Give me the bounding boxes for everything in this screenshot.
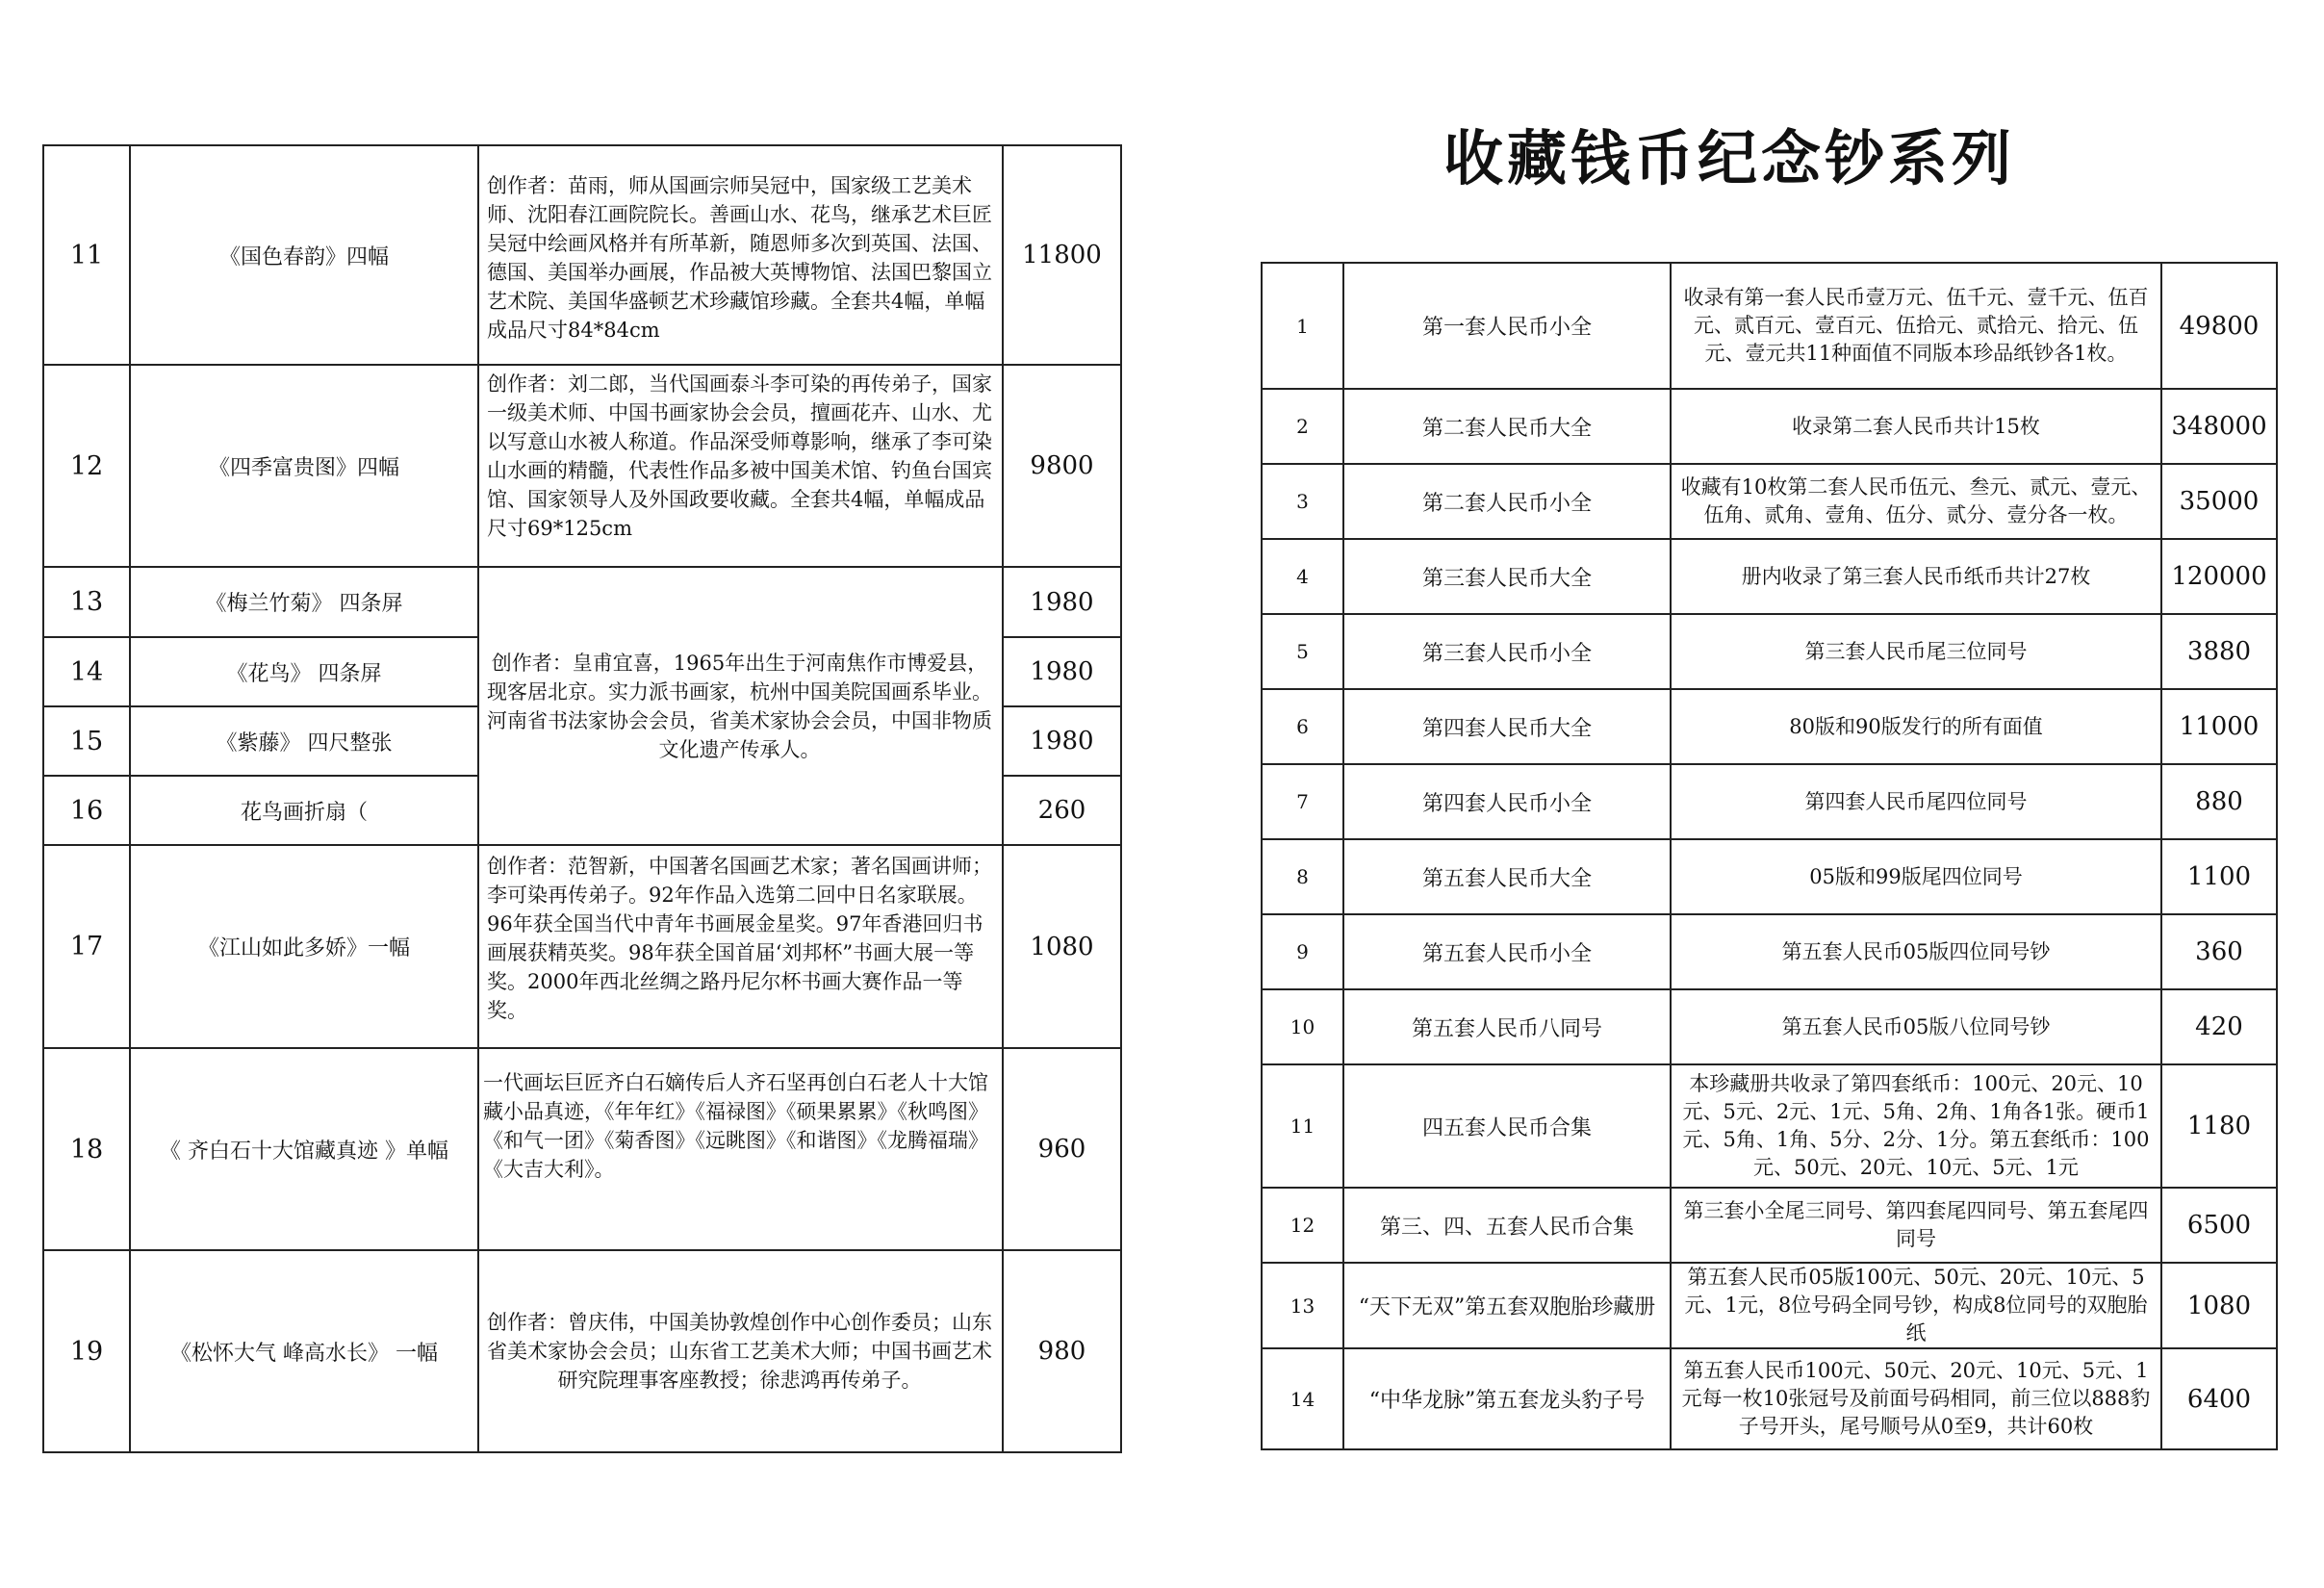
item-description: 本珍藏册共收录了第四套纸币：100元、20元、10元、5元、2元、1元、5角、2角、1角各1张。硬币1元、5角、1角、5分、2分、1分。第五套纸币：100元、50元、20元、10元、5元、1元	[1671, 1064, 2161, 1188]
table-row	[43, 145, 1121, 365]
row-number: 14	[1262, 1348, 1343, 1449]
table-row	[1262, 464, 2277, 539]
table-row	[1262, 689, 2277, 764]
item-description: 80版和90版发行的所有面值	[1671, 689, 2161, 764]
table-row	[1262, 989, 2277, 1064]
row-number: 1	[1262, 263, 1343, 389]
artwork-title: 花鸟画折扇（	[130, 776, 478, 845]
artwork-title: 《松怀大气 峰高水长》 一幅	[130, 1250, 478, 1452]
row-number: 2	[1262, 389, 1343, 464]
artwork-title: 《四季富贵图》四幅	[130, 365, 478, 567]
row-number: 15	[43, 706, 130, 776]
artwork-title: 《国色春韵》四幅	[130, 145, 478, 365]
artwork-price: 260	[1003, 776, 1121, 845]
item-price: 3880	[2161, 614, 2277, 689]
table-row	[1262, 1348, 2277, 1449]
artwork-price: 11800	[1003, 145, 1121, 365]
artwork-price: 960	[1003, 1048, 1121, 1250]
artwork-title: 《 齐白石十大馆藏真迹 》单幅	[130, 1048, 478, 1250]
artwork-price: 1080	[1003, 845, 1121, 1048]
table-row	[43, 1048, 1121, 1250]
item-price: 1080	[2161, 1263, 2277, 1348]
artwork-price: 9800	[1003, 365, 1121, 567]
item-description: 收录有第一套人民币壹万元、伍千元、壹千元、伍百元、贰百元、壹百元、伍拾元、贰拾元、拾元、伍元、壹元共11种面值不同版本珍品纸钞各1枚。	[1671, 263, 2161, 389]
row-number: 3	[1262, 464, 1343, 539]
row-number: 7	[1262, 764, 1343, 839]
artwork-description: 创作者：刘二郎，当代国画泰斗李可染的再传弟子，国家一级美术师、中国书画家协会会员，擅画花卉、山水、尤以写意山水被人称道。作品深受师尊影响，继承了李可染山水画的精髓，代表性作品多被中国美术馆、钓鱼台国宾馆、国家领导人及外国政要收藏。全套共4幅，单幅成品尺寸69*125cm	[478, 365, 1003, 567]
item-name: 第五套人民币小全	[1343, 914, 1671, 989]
artwork-title: 《紫藤》 四尺整张	[130, 706, 478, 776]
currency-collection-table	[1261, 262, 2278, 1450]
artwork-title: 《江山如此多娇》一幅	[130, 845, 478, 1048]
item-price: 35000	[2161, 464, 2277, 539]
item-price: 1100	[2161, 839, 2277, 914]
table-row	[43, 365, 1121, 567]
item-description: 第五套人民币100元、50元、20元、10元、5元、1元每一枚10张冠号及前面号码相同，前三位以888豹子号开头，尾号顺号从0至9，共计60枚	[1671, 1348, 2161, 1449]
item-name: 第一套人民币小全	[1343, 263, 1671, 389]
item-name: 第四套人民币大全	[1343, 689, 1671, 764]
table-row	[1262, 389, 2277, 464]
item-price: 360	[2161, 914, 2277, 989]
row-number: 6	[1262, 689, 1343, 764]
artwork-title: 《梅兰竹菊》 四条屏	[130, 567, 478, 637]
item-price: 11000	[2161, 689, 2277, 764]
table-row	[43, 567, 1121, 637]
item-price: 420	[2161, 989, 2277, 1064]
item-price: 6500	[2161, 1188, 2277, 1263]
artwork-description: 创作者：范智新，中国著名国画艺术家；著名国画讲师；李可染再传弟子。92年作品入选第二回中日名家联展。96年获全国当代中青年书画展金星奖。97年香港回归书画展获精英奖。98年获全国首届‘刘邦杯”书画大展一等奖。2000年西北丝绸之路丹尼尔杯书画大赛作品一等奖。	[478, 845, 1003, 1048]
item-description: 收藏有10枚第二套人民币伍元、叁元、贰元、壹元、伍角、贰角、壹角、伍分、贰分、壹分各一枚。	[1671, 464, 2161, 539]
item-price: 348000	[2161, 389, 2277, 464]
item-description: 05版和99版尾四位同号	[1671, 839, 2161, 914]
row-number: 11	[43, 145, 130, 365]
row-number: 9	[1262, 914, 1343, 989]
row-number: 8	[1262, 839, 1343, 914]
row-number: 16	[43, 776, 130, 845]
artwork-price: 1980	[1003, 567, 1121, 637]
artwork-description: 创作者：苗雨，师从国画宗师吴冠中，国家级工艺美术师、沈阳春江画院院长。善画山水、花鸟，继承艺术巨匠吴冠中绘画风格并有所革新，随恩师多次到英国、法国、德国、美国举办画展，作品被大英博物馆、法国巴黎国立艺术院、美国华盛顿艺术珍藏馆珍藏。全套共4幅，单幅成品尺寸84*84cm	[478, 145, 1003, 365]
item-description: 收录第二套人民币共计15枚	[1671, 389, 2161, 464]
item-price: 6400	[2161, 1348, 2277, 1449]
item-name: 第三套人民币大全	[1343, 539, 1671, 614]
row-number: 5	[1262, 614, 1343, 689]
item-description: 第三套小全尾三同号、第四套尾四同号、第五套尾四同号	[1671, 1188, 2161, 1263]
item-name: 四五套人民币合集	[1343, 1064, 1671, 1188]
item-description: 第五套人民币05版四位同号钞	[1671, 914, 2161, 989]
table-row	[1262, 539, 2277, 614]
row-number: 12	[1262, 1188, 1343, 1263]
item-name: 第三、四、五套人民币合集	[1343, 1188, 1671, 1263]
item-description: 第五套人民币05版100元、50元、20元、10元、5元、1元，8位号码全同号钞，构成8位同号的双胞胎纸	[1671, 1263, 2161, 1348]
artwork-price: 1980	[1003, 637, 1121, 706]
item-description: 第五套人民币05版八位同号钞	[1671, 989, 2161, 1064]
item-price: 1180	[2161, 1064, 2277, 1188]
table-row	[1262, 839, 2277, 914]
table-row	[1262, 764, 2277, 839]
table-row	[1262, 1188, 2277, 1263]
item-price: 120000	[2161, 539, 2277, 614]
item-description: 第三套人民币尾三位同号	[1671, 614, 2161, 689]
item-name: 第五套人民币八同号	[1343, 989, 1671, 1064]
artwork-price: 980	[1003, 1250, 1121, 1452]
artwork-price: 1980	[1003, 706, 1121, 776]
item-name: 第五套人民币大全	[1343, 839, 1671, 914]
row-number: 4	[1262, 539, 1343, 614]
table-row	[43, 1250, 1121, 1452]
row-number: 19	[43, 1250, 130, 1452]
row-number: 13	[1262, 1263, 1343, 1348]
row-number: 13	[43, 567, 130, 637]
row-number: 12	[43, 365, 130, 567]
table-row	[1262, 1064, 2277, 1188]
artwork-description: 一代画坛巨匠齐白石嫡传后人齐石坚再创白石老人十大馆藏小品真迹，《年年红》《福禄图》《硕果累累》《秋鸣图》《和气一团》《菊香图》《远眺图》《和谐图》《龙腾福瑞》《大吉大利》。	[478, 1048, 1003, 1250]
table-row	[1262, 614, 2277, 689]
table-row	[1262, 1263, 2277, 1348]
item-name: “中华龙脉”第五套龙头豹子号	[1343, 1348, 1671, 1449]
table-row	[43, 845, 1121, 1048]
item-price: 49800	[2161, 263, 2277, 389]
item-description: 册内收录了第三套人民币纸币共计27枚	[1671, 539, 2161, 614]
item-price: 880	[2161, 764, 2277, 839]
row-number: 18	[43, 1048, 130, 1250]
item-name: 第四套人民币小全	[1343, 764, 1671, 839]
row-number: 11	[1262, 1064, 1343, 1188]
row-number: 17	[43, 845, 130, 1048]
item-name: “天下无双”第五套双胞胎珍藏册	[1343, 1263, 1671, 1348]
row-number: 10	[1262, 989, 1343, 1064]
page-title: 收藏钱币纪念钞系列	[1443, 123, 2016, 193]
artwork-description-shared: 创作者：皇甫宜喜，1965年出生于河南焦作市博爱县，现客居北京。实力派书画家，杭州中国美院国画系毕业。河南省书法家协会会员，省美术家协会会员，中国非物质文化遗产传承人。	[478, 567, 1003, 845]
table-row	[1262, 263, 2277, 389]
item-name: 第二套人民币小全	[1343, 464, 1671, 539]
row-number: 14	[43, 637, 130, 706]
left-artwork-table	[42, 144, 1122, 1453]
item-name: 第二套人民币大全	[1343, 389, 1671, 464]
table-row	[1262, 914, 2277, 989]
artwork-title: 《花鸟》 四条屏	[130, 637, 478, 706]
item-name: 第三套人民币小全	[1343, 614, 1671, 689]
item-description: 第四套人民币尾四位同号	[1671, 764, 2161, 839]
artwork-description: 创作者：曾庆伟，中国美协敦煌创作中心创作委员；山东省美术家协会会员；山东省工艺美术大师；中国书画艺术研究院理事客座教授；徐悲鸿再传弟子。	[478, 1250, 1003, 1452]
